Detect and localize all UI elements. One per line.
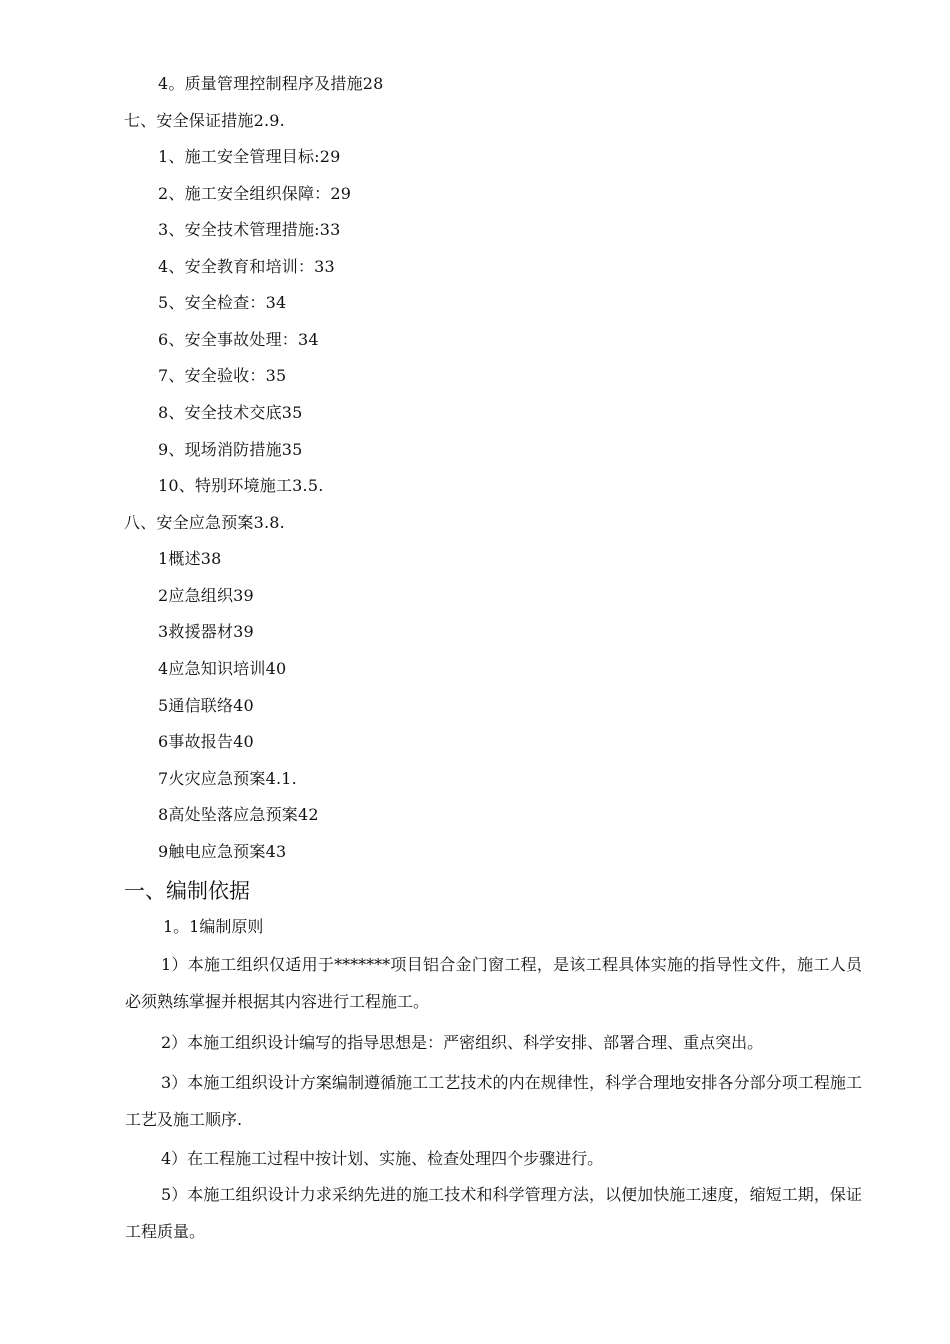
toc-entry[interactable]: 5、安全检查：34 [158,293,287,312]
toc-entry[interactable]: 4应急知识培训40 [158,659,287,678]
toc-entry[interactable]: 七、安全保证措施2.9. [124,111,285,130]
body-paragraph: 3）本施工组织设计方案编制遵循施工工艺技术的内在规律性，科学合理地安排各分部分项工程施工工艺及施工顺序. [125,1073,862,1129]
section-heading: 一、编制依据 [124,879,250,903]
toc-entry[interactable]: 4、安全教育和培训：33 [158,257,335,276]
toc-entry[interactable]: 3救援器材39 [158,622,254,641]
toc-entry[interactable]: 4。质量管理控制程序及措施28 [158,74,384,93]
toc-entry[interactable]: 2、施工安全组织保障：29 [158,184,352,203]
toc-entry[interactable]: 3、安全技术管理措施:33 [158,220,341,239]
body-paragraph: 1）本施工组织仅适用于*******项目铝合金门窗工程，是该工程具体实施的指导性文件，施工人员必须熟练掌握并根据其内容进行工程施工。 [125,955,862,1011]
toc-entry[interactable]: 1概述38 [158,549,222,568]
body-paragraph: 4）在工程施工过程中按计划、实施、检查处理四个步骤进行。 [161,1149,604,1168]
toc-entry[interactable]: 5通信联络40 [158,696,254,715]
toc-entry[interactable]: 1、施工安全管理目标:29 [158,147,341,166]
toc-entry[interactable]: 10、特别环境施工3.5. [158,476,324,495]
toc-entry[interactable]: 八、安全应急预案3.8. [124,513,285,532]
toc-entry[interactable]: 6事故报告40 [158,732,254,751]
subsection-heading: 1。1编制原则 [163,917,264,936]
body-paragraph: 5）本施工组织设计力求采纳先进的施工技术和科学管理方法，以便加快施工速度，缩短工期，保证工程质量。 [125,1185,862,1241]
toc-entry[interactable]: 7火灾应急预案4.1. [158,769,297,788]
toc-entry[interactable]: 9触电应急预案43 [158,842,287,861]
toc-entry[interactable]: 2应急组织39 [158,586,254,605]
toc-entry[interactable]: 9、现场消防措施35 [158,440,303,459]
toc-entry[interactable]: 6、安全事故处理：34 [158,330,319,349]
toc-entry[interactable]: 7、安全验收：35 [158,366,287,385]
toc-entry[interactable]: 8高处坠落应急预案42 [158,805,319,824]
toc-entry[interactable]: 8、安全技术交底35 [158,403,303,422]
body-paragraph: 2）本施工组织设计编写的指导思想是：严密组织、科学安排、部署合理、重点突出。 [161,1033,764,1052]
